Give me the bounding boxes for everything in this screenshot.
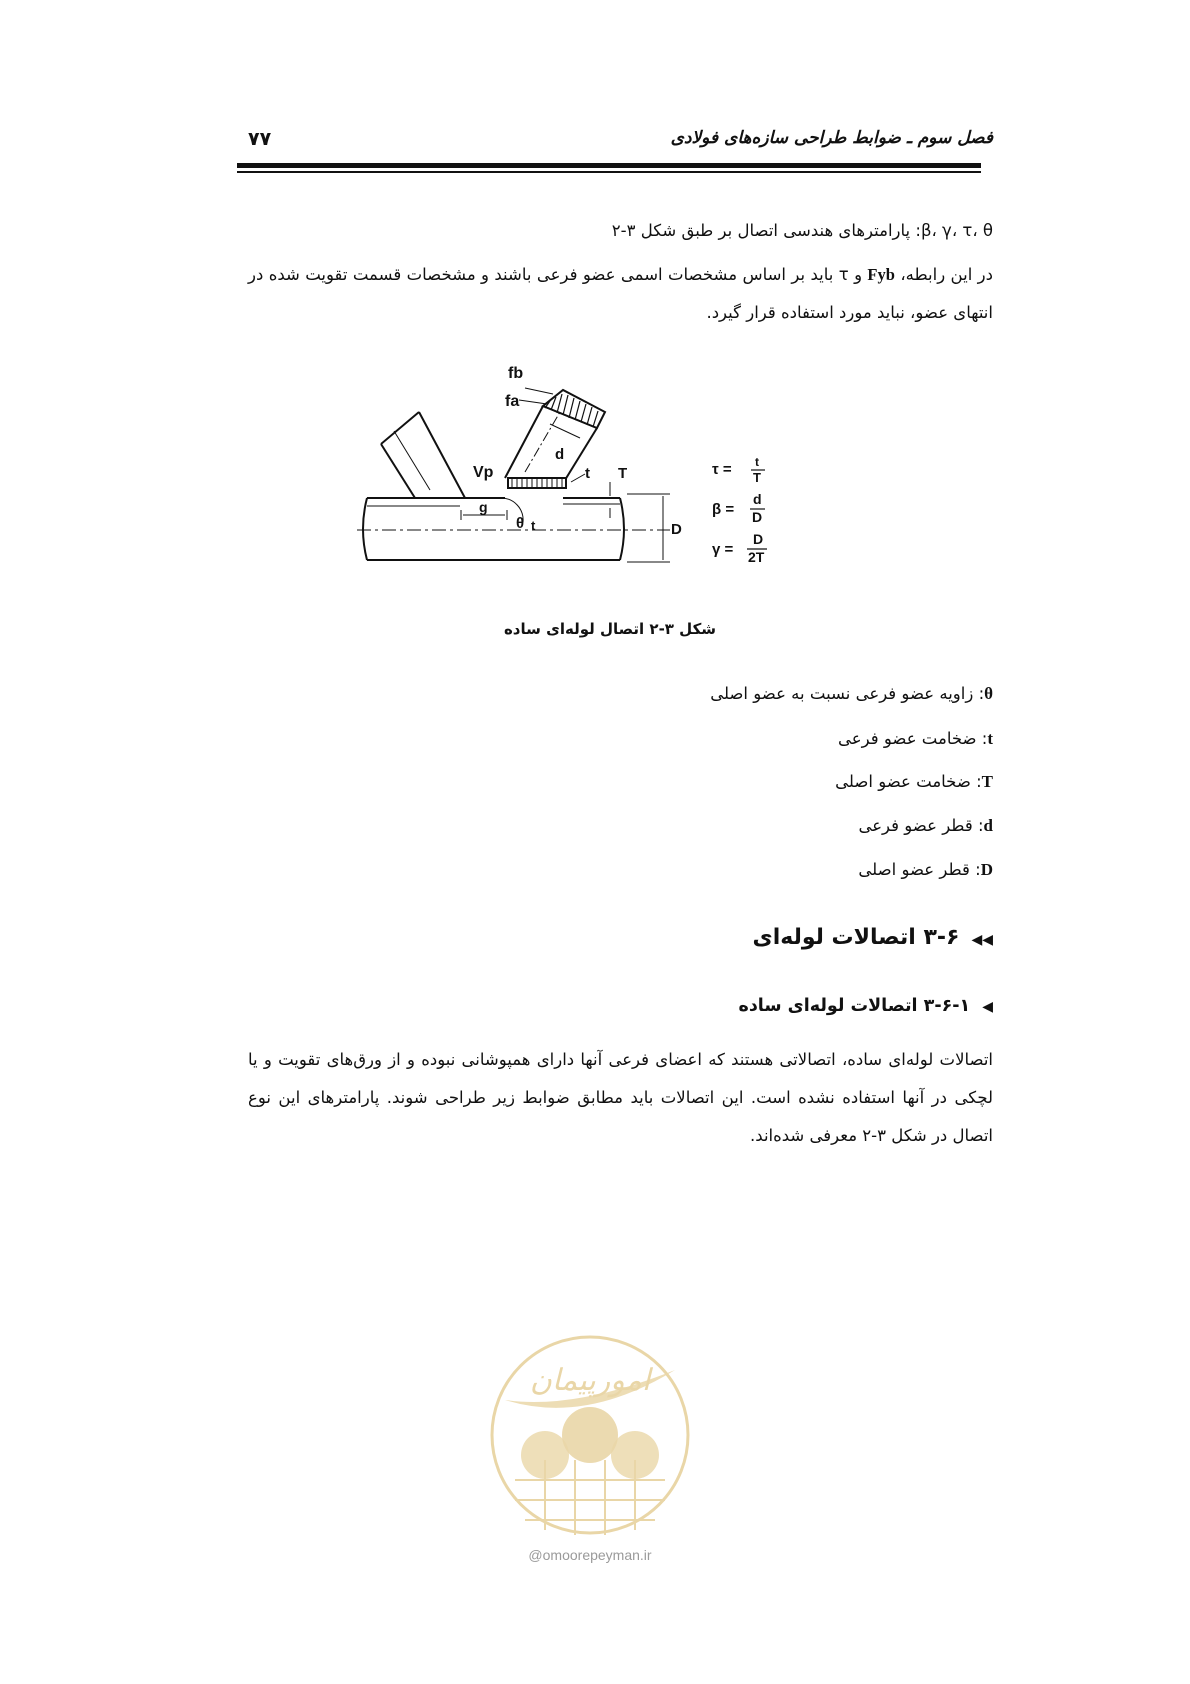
header-rule-thin (237, 171, 981, 173)
definition-text: قطر عضو فرعی (858, 816, 978, 835)
geometric-params-line: β، γ، τ، θ: پارامترهای هندسی اتصال بر طبق شکل ۳-۲ (611, 221, 993, 240)
subsection-heading-text: ۳-۶-۱ اتصالات لوله‌ای ساده (738, 996, 971, 1016)
branch-edge-right (565, 428, 597, 480)
header-rule-thick (237, 163, 981, 168)
label-fb: fb (508, 365, 524, 382)
definition-T: T: ضخامت عضو اصلی (835, 772, 993, 791)
definition-d: d: قطر عضو فرعی (858, 816, 993, 835)
label-D: D (671, 521, 682, 538)
label-fa: fa (505, 393, 520, 410)
chord-break-left (363, 498, 367, 560)
watermark-logo-text: امورپیمان (529, 1363, 651, 1398)
formula-tau-den: T (753, 470, 761, 485)
intro-paragraph (248, 256, 993, 332)
definition-text: ضخامت عضو اصلی (835, 772, 977, 791)
definition-symbol: d (983, 816, 993, 835)
label-T: T (618, 465, 628, 482)
definition-theta: θ: زاویه عضو فرعی نسبت به عضو اصلی (710, 684, 993, 703)
tubular-joint-figure (375, 365, 845, 622)
definition-text: ضخامت عضو فرعی (838, 729, 982, 748)
stress-block (543, 390, 605, 428)
label-vp: Vp (473, 464, 494, 481)
intro-paragraph-end: و τ باید بر اساس مشخصات اسمی عضو فرعی باشند و مشخصات قسمت تقویت شده در انتهای عضو، نباید مورد استفاده قرار گیرد. (248, 265, 993, 322)
subheading-marker-icon: ◀ (982, 999, 993, 1015)
formula-tau-num: t (755, 455, 759, 469)
heading-marker-icon: ◀◀ (971, 932, 993, 948)
formula-gamma-num: D (753, 531, 764, 547)
intro-paragraph-start: در این رابطه، (894, 265, 993, 284)
body-paragraph: اتصالات لوله‌ای ساده، اتصالاتی هستند که اعضای فرعی آنها دارای همپوشانی نبوده و از ورق‌های تقویت و یا لچکی در آنها استفاده نشده است. این اتصالات باید مطابق ضوابط زیر طراحی شوند. پارامترهای این نوع اتصال در شکل ۳-۲ معرفی شده‌اند. (248, 1050, 993, 1145)
formula-beta: β = (712, 501, 735, 518)
label-t-branch: t (585, 465, 590, 482)
label-d: d (555, 446, 565, 463)
fyb-symbol: Fyb (867, 265, 895, 284)
formula-tau: τ = (712, 461, 732, 478)
running-header-title: فصل سوم ـ ضوابط طراحی سازه‌های فولادی (670, 128, 993, 148)
label-t-chord: t (531, 518, 536, 533)
definition-t: t: ضخامت عضو فرعی (838, 729, 993, 748)
watermark-url: @omoorepeyman.ir (528, 1547, 652, 1563)
label-g: g (479, 499, 488, 515)
chord-break-right (620, 498, 624, 560)
left-brace-edge-2 (419, 412, 465, 498)
definition-text: زاویه عضو فرعی نسبت به عضو اصلی (710, 684, 979, 703)
definition-symbol: T (981, 772, 993, 791)
definition-D: D: قطر عضو اصلی (858, 860, 993, 879)
watermark-logo (485, 1330, 695, 1540)
section-heading (753, 925, 993, 950)
definition-symbol: D (980, 860, 993, 879)
formula-beta-num: d (753, 491, 762, 507)
definition-symbol: θ (984, 684, 993, 703)
dim-d (550, 424, 580, 438)
branch-edge-left (505, 406, 543, 478)
definition-text: قطر عضو اصلی (858, 860, 976, 879)
section-heading-text: ۳-۶ اتصالات لوله‌ای (752, 925, 960, 950)
definition-symbol: t (987, 729, 993, 748)
label-theta: θ (516, 515, 525, 532)
formula-gamma: γ = (712, 541, 734, 558)
left-brace-edge-1 (381, 444, 415, 498)
subsection-heading (739, 996, 994, 1016)
figure-caption: شکل ۳-۲ اتصال لوله‌ای ساده (503, 620, 717, 638)
formula-beta-den: D (752, 509, 763, 525)
formula-gamma-den: 2T (748, 549, 765, 565)
page-number: ۷۷ (248, 128, 272, 150)
